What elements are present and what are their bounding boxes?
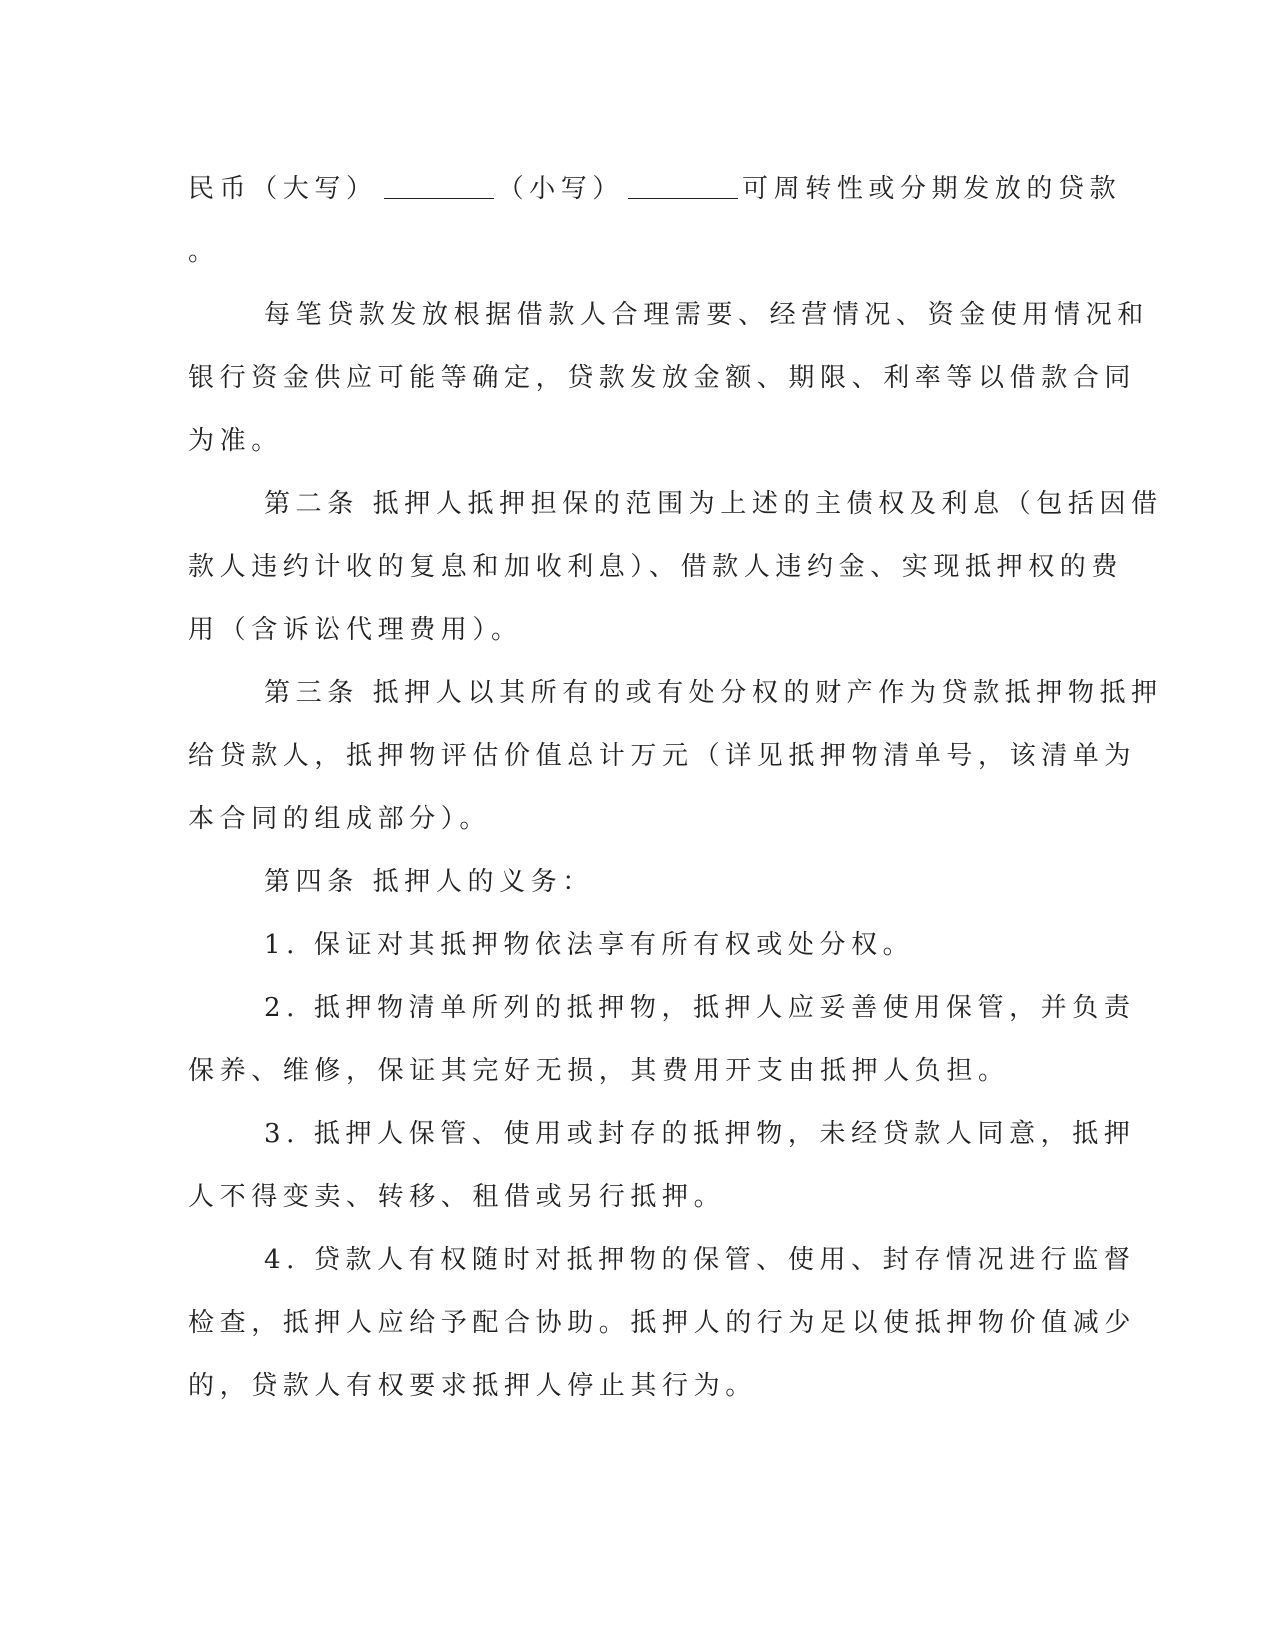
list-item-1: 1. 保证对其抵押物依法享有所有权或处分权。 bbox=[264, 930, 915, 960]
list-item-4: 4. 贷款人有权随时对抵押物的保管、使用、封存情况进行监督 bbox=[264, 1245, 1136, 1275]
paragraph-line: 保养、维修，保证其完好无损，其费用开支由抵押人负担。 bbox=[188, 1056, 1010, 1086]
fill-in-blank-amount-upper[interactable] bbox=[384, 172, 494, 199]
paragraph-line: 。 bbox=[188, 237, 220, 267]
text-segment: 民币（大写） bbox=[188, 174, 378, 204]
paragraph-line: 为准。 bbox=[188, 426, 283, 456]
paragraph-line: 用（含诉讼代理费用）。 bbox=[188, 615, 523, 645]
list-item-3: 3. 抵押人保管、使用或封存的抵押物，未经贷款人同意，抵押 bbox=[264, 1119, 1136, 1149]
fill-in-blank-amount-lower[interactable] bbox=[628, 172, 738, 199]
paragraph-line bbox=[188, 158, 1122, 221]
article-4-heading: 第四条 抵押人的义务： bbox=[264, 867, 594, 897]
paragraph-line: 每笔贷款发放根据借款人合理需要、经营情况、资金使用情况和 bbox=[264, 300, 1149, 330]
paragraph-line: 银行资金供应可能等确定，贷款发放金额、期限、利率等以借款合同 bbox=[188, 363, 1137, 393]
paragraph-line: 本合同的组成部分）。 bbox=[188, 804, 492, 834]
list-item-2: 2. 抵押物清单所列的抵押物，抵押人应妥善使用保管，并负责 bbox=[264, 993, 1136, 1023]
paragraph-line: 款人违约计收的复息和加收利息）、借款人违约金、实现抵押权的费 bbox=[188, 552, 1124, 582]
article-2-line: 第二条 抵押人抵押担保的范围为上述的主债权及利息（包括因借 bbox=[264, 489, 1163, 519]
paragraph-line: 检查，抵押人应给予配合协助。抵押人的行为足以使抵押物价值减少 bbox=[188, 1308, 1137, 1338]
paragraph-line: 的，贷款人有权要求抵押人停止其行为。 bbox=[188, 1371, 757, 1401]
paragraph-line: 人不得变卖、转移、租借或另行抵押。 bbox=[188, 1182, 726, 1212]
article-3-line: 第三条 抵押人以其所有的或有处分权的财产作为贷款抵押物抵押 bbox=[264, 678, 1163, 708]
contract-text bbox=[188, 158, 1163, 1418]
text-segment: （小写） bbox=[497, 174, 625, 204]
paragraph-line: 给贷款人，抵押物评估价值总计万元（详见抵押物清单号，该清单为 bbox=[188, 741, 1137, 771]
text-segment: 可周转性或分期发放的贷款 bbox=[742, 174, 1122, 204]
